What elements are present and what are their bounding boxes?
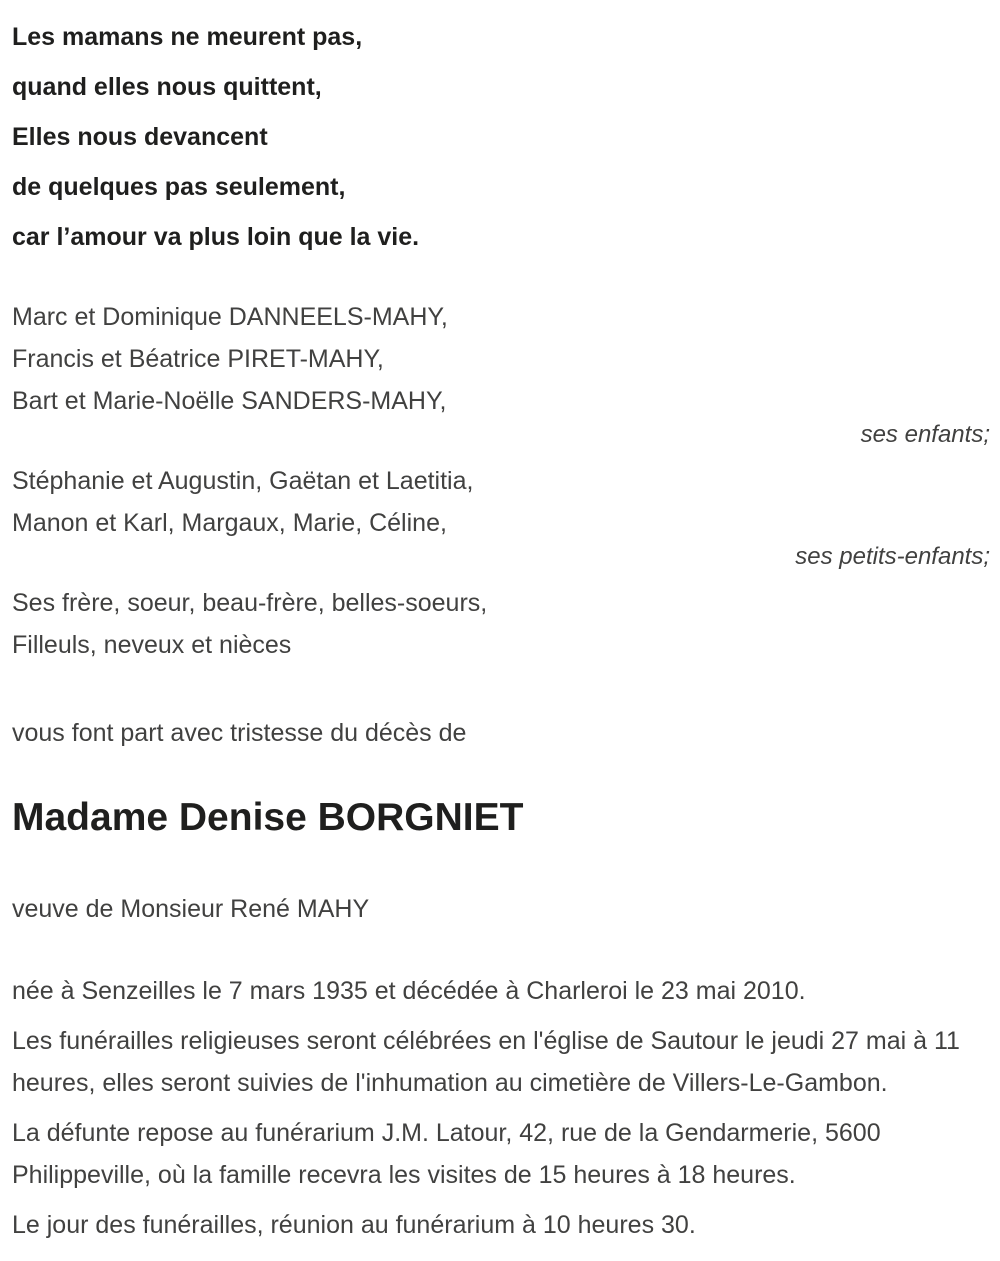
grandchildren-relation-label: ses petits-enfants; bbox=[795, 543, 990, 570]
funerarium-visits-paragraph: La défunte repose au funérarium J.M. Latour, 42, rue de la Gendarmerie, 5600 Philippeville, où la famille recevra les visites de 15 heures à 18 heures. bbox=[12, 1119, 881, 1189]
widow-of-text: veuve de Monsieur René MAHY bbox=[12, 895, 370, 923]
children-relation-label: ses enfants; bbox=[860, 421, 990, 448]
children-name-line: Francis et Béatrice PIRET-MAHY, bbox=[12, 345, 384, 373]
funeral-day-meeting-paragraph: Le jour des funérailles, réunion au funérarium à 10 heures 30. bbox=[12, 1211, 696, 1239]
children-names bbox=[12, 296, 990, 422]
children-name-line: Marc et Dominique DANNEELS-MAHY, bbox=[12, 303, 448, 331]
poem-line-2: quand elles nous quittent, bbox=[12, 73, 322, 101]
children-name-line: Bart et Marie-Noëlle SANDERS-MAHY, bbox=[12, 387, 447, 415]
poem-line-3: Elles nous devancent bbox=[12, 123, 268, 151]
poem-line-1: Les mamans ne meurent pas, bbox=[12, 23, 363, 51]
deceased-name: Madame Denise BORGNIET bbox=[12, 796, 524, 839]
other-relatives bbox=[12, 582, 990, 666]
birth-death-text: née à Senzeilles le 7 mars 1935 et décédée à Charleroi le 23 mai 2010. bbox=[12, 977, 806, 1005]
other-relatives-line: Ses frère, soeur, beau-frère, belles-soeurs, bbox=[12, 589, 488, 617]
other-relatives-line: Filleuls, neveux et nièces bbox=[12, 631, 292, 659]
poem-line-4: de quelques pas seulement, bbox=[12, 173, 346, 201]
announcement-text: vous font part avec tristesse du décès de bbox=[12, 719, 467, 747]
poem-line-5: car l’amour va plus loin que la vie. bbox=[12, 223, 420, 251]
poem bbox=[12, 12, 990, 262]
grandchildren-name-line: Stéphanie et Augustin, Gaëtan et Laetitia, bbox=[12, 467, 474, 495]
funeral-service-paragraph: Les funérailles religieuses seront célébrées en l'église de Sautour le jeudi 27 mai à 11 heures, elles seront suivies de l'inhumation au cimetière de Villers-Le-Gambon. bbox=[12, 1027, 960, 1097]
grandchildren-name-line: Manon et Karl, Margaux, Marie, Céline, bbox=[12, 509, 447, 537]
grandchildren-names bbox=[12, 460, 990, 544]
